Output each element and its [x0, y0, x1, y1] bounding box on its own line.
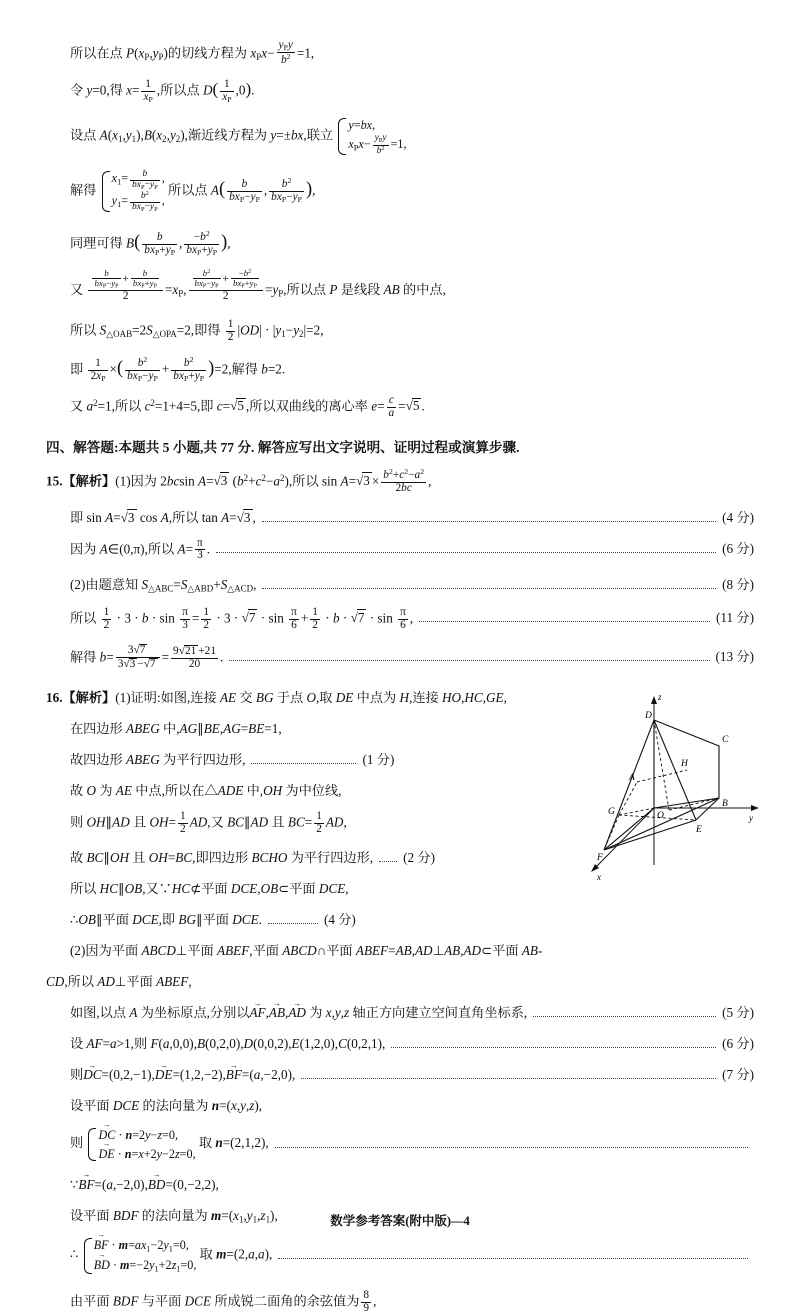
svg-text:A: A	[629, 773, 635, 783]
q16-score: (2 分)	[403, 850, 435, 866]
q15-line: 解得 b= $\frac{3√7}{3√3 -√7}$ = $\frac{9√21 +21}{20}$ . (13 分)	[70, 643, 754, 670]
q16-score: (1 分)	[362, 751, 395, 767]
q16-line: 则 DC → · n=2y−z=0, DE → · n=x+2y−2z=0, 取 n=(2,1,2),	[46, 1126, 754, 1162]
q15-line: 因为 A∈(0,π),所以 A= $\frac{\pi}{3}$ . (6 分)	[70, 536, 754, 562]
q15-line: (2)由题意知 $S_{\triangle ABC}=S_{\triangle ABD}+S_{\triangle ACD}$, (8 分)	[46, 574, 754, 595]
dot-leader	[216, 544, 716, 553]
solution-line: 又 $\frac{b}{bx_P-y_P}$ + $\frac{b}{bx_P+y_P}$ 2 $=x_P$, $\frac{b^2}{bx_P-y_P}$ + $\frac{-b^2}{bx_P+y_P}$ 2 $=y_P$,所以点 P 是线段 AB 的中点,	[70, 267, 446, 303]
q15-score: (6 分)	[722, 541, 754, 557]
solution-line: 设点 $A(x_1,y_1),B(x_2,y_2)$,渐近线方程为 y=±bx,联立 y=bx, $x_Px-$ $\frac{y_Py}{b^2}$ =1,	[70, 118, 407, 157]
dot-leader	[268, 915, 318, 924]
dot-leader	[533, 1008, 716, 1017]
q16-score: (7 分)	[722, 1067, 754, 1083]
svg-text:x: x	[597, 872, 601, 882]
q15-label: 15.【解析】	[46, 473, 116, 489]
svg-text:C: C	[722, 735, 729, 745]
q15-line: 即 sin A=√3 cos A,所以 tan A=√3 , (4 分)	[46, 507, 754, 526]
dot-leader	[229, 652, 709, 661]
q16-line: 故四边形 ABEG 为平行四边形, (1 分)	[46, 749, 754, 768]
q16-score: (4 分)	[323, 912, 356, 928]
dot-leader	[278, 1250, 748, 1259]
q16-line: ∴ BF → · $m=ax_1-2y_1=0$, BD → · $m=-2y_1+2z_1=0$, 取 m=(2,a,a),	[46, 1236, 754, 1275]
svg-text:B: B	[722, 799, 728, 809]
solution-line: 同理可得 B( $\frac{b}{bx_P+y_P}$ , $\frac{-b^2}{bx_P+y_P}$ ),	[70, 228, 231, 257]
page-footer: 数学参考答案(附中版)—4	[330, 1214, 470, 1228]
q15-score: (8 分)	[722, 577, 754, 593]
solution-line: 令 y=0,得 x= $\frac{1}{x_P}$ ,所以点 D( $\frac{1}{x_P}$ ,0).	[70, 78, 255, 105]
dot-leader	[391, 1039, 716, 1048]
q16-line: 则 OH∥AD 且 OH= $\frac{1}{2}$ AD,又 BC∥AD 且 BC= $\frac{1}{2}$ AD,	[70, 809, 347, 835]
svg-text:O: O	[657, 811, 664, 821]
svg-text:F: F	[597, 853, 603, 863]
section-heading: 四、解答题:本题共 5 小题,共 77 分. 解答应写出文字说明、证明过程或演算步骤.	[46, 439, 520, 455]
dot-leader	[301, 1070, 716, 1079]
solution-line: 即 $\frac{1}{2x_P}$ ×( $\frac{b^2}{bx_P-y_P}$ + $\frac{b^2}{bx_P+y_P}$ )=2,解得 b=2.	[70, 354, 286, 383]
svg-text:D: D	[645, 711, 652, 721]
q16-line: ∵BF →=(a,−2,0),BD →=(0,−2,2),	[46, 1177, 754, 1193]
q16-line: 故 BC∥OH 且 OH=BC,即四边形 BCHO 为平行四边形, (2 分)	[46, 847, 754, 866]
q16-label: 16.【解析】	[46, 689, 116, 705]
dot-leader	[419, 613, 710, 622]
svg-text:y: y	[749, 813, 753, 823]
svg-text:z: z	[658, 692, 662, 702]
q16-line: 16.【解析】(1)证明:如图,连接 AE 交 BG 于点 O,取 DE 中点为 H,连接 HO,HC,GE,	[46, 689, 507, 705]
solid-geometry-diagram	[559, 690, 764, 885]
solution-line: 又 $a^2=1$,所以 $c^2=1+4=5$,即 c=√5 ,所以双曲线的离心率 e= $\frac{c}{a}$ =√5 .	[70, 394, 425, 419]
q16-line: CD,所以 AD⊥平面 ABEF,	[46, 974, 192, 990]
dot-leader	[275, 1138, 748, 1147]
geometry-figure	[559, 690, 764, 885]
q16-line: ∴OB∥平面 DCE,即 BG∥平面 DCE. (4 分)	[46, 909, 754, 928]
solution-line: 所以 $S_{\triangle OAB}=2S_{\triangle OPA}=2$,即得 $\frac{1}{2}$ $|OD| \cdot |y_1-y_2|=2$,	[70, 318, 324, 344]
dot-leader	[262, 512, 716, 521]
q15-score: (4 分)	[722, 509, 754, 525]
q15-line: 15.【解析】(1)因为 2bcsin A=√3 $(b^2+c^2-a^2)$,所以 sin A=√3 × $\frac{b^2+c^2-a^2}{2bc}$ ,	[46, 466, 432, 494]
svg-text:E: E	[696, 825, 702, 835]
q16-line: 在四边形 ABEG 中,AG∥BE,AG=BE=1,	[70, 720, 282, 736]
dot-leader	[379, 853, 397, 862]
q15-score: (11 分)	[716, 610, 754, 626]
q15-score: (13 分)	[715, 649, 754, 665]
q16-line: 设 AF=a>1,则 F(a,0,0),B(0,2,0),D(0,0,2),E(1,2,0),C(0,2,1), (6 分)	[46, 1033, 754, 1052]
dot-leader	[251, 754, 356, 763]
q16-line: 所以 HC∥OB,又∵HC⊄平面 DCE,OB⊂平面 DCE,	[70, 881, 349, 897]
q16-line: 设平面 BDF 的法向量为 $m=(x_1,y_1,z_1)$,	[70, 1207, 278, 1225]
q16-line: (2)因为平面 ABCD⊥平面 ABEF,平面 ABCD∩平面 ABEF=AB,AD⊥AB,AD⊂平面 AB-	[70, 943, 543, 959]
dot-leader	[262, 580, 716, 589]
q16-line: 故 O 为 AE 中点,所以在△ADE 中,OH 为中位线,	[70, 782, 342, 798]
solution-line: 所以在点 $P(x_P,y_P)$的切线方程为 $x_Px-$ $\frac{y_Py}{b^2}$ =1,	[70, 39, 315, 67]
q16-score: (5 分)	[722, 1005, 754, 1021]
solution-line: 解得 $x_1=$ $\frac{b}{bx_P-y_P}$ , $y_1=$ $\frac{b^2}{bx_P-y_P}$ , 所以点 A( $\frac{b}{bx_P-y_P}$ , $\frac{b^2}{bx_P-y_P}$ ),	[70, 168, 316, 214]
q16-score: (6 分)	[722, 1036, 754, 1052]
q15-line: 所以 $\frac{1}{2}$ · 3 · b · sin $\frac{\pi}{3}$ = $\frac{1}{2}$ · 3 · √7 · sin $\frac{\pi}{6}$ + $\frac{1}{2}$ · b · √7 · sin $\frac{\pi}{6}$ , (11 分)	[70, 605, 754, 631]
svg-text:H: H	[681, 759, 688, 769]
q16-line: 则DC →=(0,2,−1),DE →=(1,2,−2),BF →=(a,−2,0), (7 分)	[46, 1064, 754, 1083]
q16-line: 设平面 DCE 的法向量为 n=(x,y,z),	[70, 1098, 263, 1114]
svg-text:G: G	[608, 807, 615, 817]
q16-line: 如图,以点 A 为坐标原点,分别以AF →,AB →,AD → 为 x,y,z 轴正方向建立空间直角坐标系, (5 分)	[46, 1002, 754, 1021]
q16-line: 由平面 BDF 与平面 DCE 所成锐二面角的余弦值为 $\frac{8}{9}$ ,	[70, 1288, 377, 1314]
